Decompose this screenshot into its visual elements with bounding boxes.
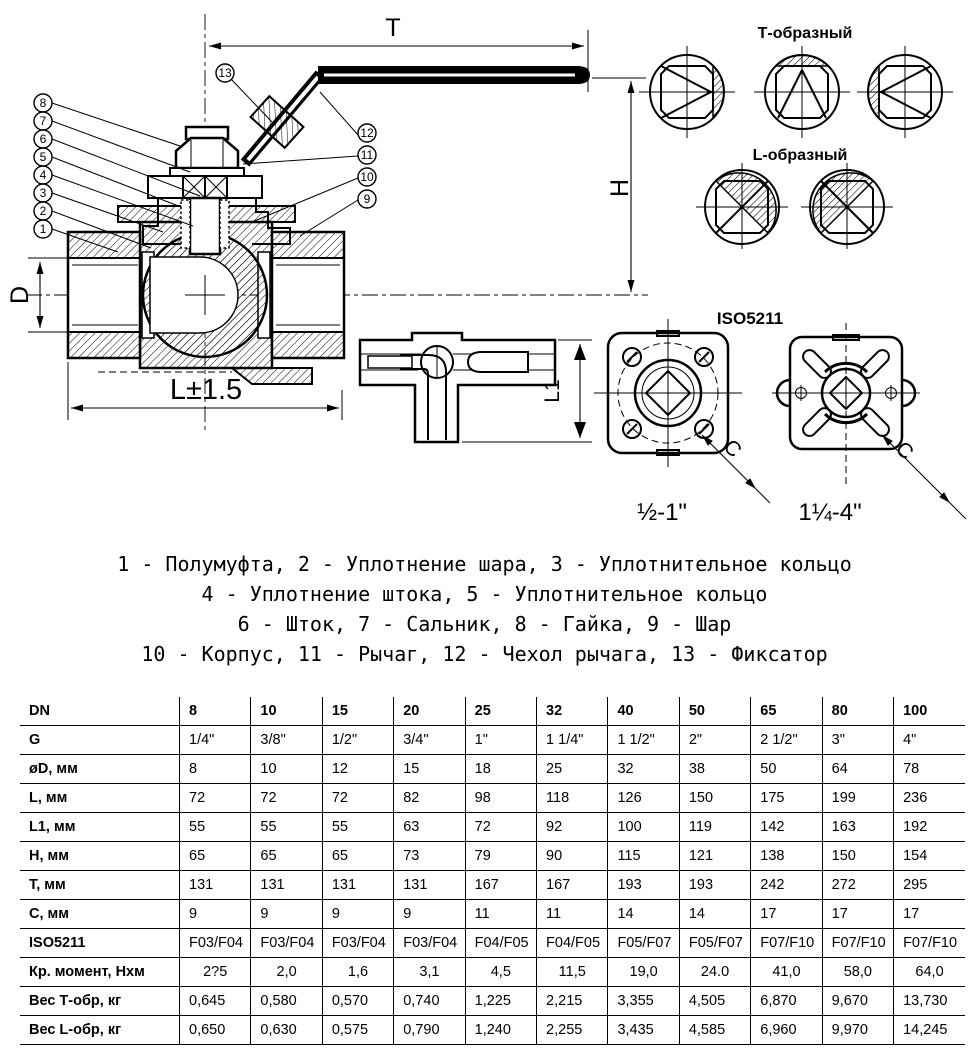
- table-cell: 6,960: [751, 1016, 822, 1045]
- table-row: [20, 900, 965, 929]
- callout-8: [34, 94, 52, 112]
- table-cell: 8: [180, 755, 251, 784]
- table-cell: F04/F05: [465, 929, 536, 958]
- table-cell: 20: [394, 697, 465, 726]
- parts-legend: [0, 549, 969, 669]
- table-cell: 2?5: [180, 958, 251, 987]
- table-cell: 64: [822, 755, 893, 784]
- table-cell: 119: [679, 813, 750, 842]
- legend-line: 6 - Шток, 7 - Сальник, 8 - Гайка, 9 - Шар: [237, 612, 732, 636]
- dim-label-L1: L1: [541, 379, 564, 403]
- table-cell: 4,5: [465, 958, 536, 987]
- table-cell: 1,240: [465, 1016, 536, 1045]
- svg-text:10: 10: [360, 170, 374, 184]
- legend-line: 10 - Корпус, 11 - Рычаг, 12 - Чехол рычага, 13 - Фиксатор: [141, 642, 828, 666]
- iso5211-title: ISO5211: [716, 309, 784, 328]
- table-cell: 3,435: [608, 1016, 679, 1045]
- table-row: [20, 784, 965, 813]
- table-cell: 17: [894, 900, 965, 929]
- table-cell: 25: [465, 697, 536, 726]
- table-cell: 64,0: [894, 958, 965, 987]
- svg-text:9: 9: [363, 192, 371, 206]
- svg-text:12: 12: [360, 126, 374, 140]
- callout-2: [34, 202, 52, 220]
- table-cell: 131: [394, 871, 465, 900]
- dim-label-D: D: [6, 285, 34, 305]
- table-cell: 98: [465, 784, 536, 813]
- table-cell: 1,6: [322, 958, 393, 987]
- table-cell: 18: [465, 755, 536, 784]
- table-cell: 2,0: [251, 958, 322, 987]
- t-port-pattern-2: [754, 46, 850, 138]
- table-cell: 72: [465, 813, 536, 842]
- table-cell: 2,255: [537, 1016, 608, 1045]
- table-cell: 11,5: [537, 958, 608, 987]
- table-row: [20, 987, 965, 1016]
- svg-text:3: 3: [39, 186, 47, 200]
- table-cell: 65: [251, 842, 322, 871]
- table-cell: 63: [394, 813, 465, 842]
- table-cell: 38: [679, 755, 750, 784]
- callout-7: [34, 112, 52, 130]
- stem-nut: [176, 138, 238, 168]
- svg-text:4: 4: [39, 168, 47, 182]
- table-cell: 14: [608, 900, 679, 929]
- table-cell: 272: [822, 871, 893, 900]
- l-port-pattern-1: [696, 163, 788, 249]
- table-cell: 4,505: [679, 987, 750, 1016]
- dim-label-L: L±1.5: [169, 374, 243, 406]
- table-cell: 9,670: [822, 987, 893, 1016]
- table-cell: 13,730: [894, 987, 965, 1016]
- table-cell: 193: [679, 871, 750, 900]
- table-cell: 72: [251, 784, 322, 813]
- table-cell: 1/4": [180, 726, 251, 755]
- table-row: [20, 1016, 965, 1045]
- table-cell: 50: [679, 697, 750, 726]
- table-cell: F04/F05: [537, 929, 608, 958]
- svg-text:11: 11: [360, 148, 374, 162]
- row-label: L1, мм: [20, 813, 180, 842]
- dim-label-T: T: [385, 14, 401, 42]
- table-cell: 10: [251, 697, 322, 726]
- svg-text:7: 7: [39, 114, 47, 128]
- table-cell: 118: [537, 784, 608, 813]
- table-cell: 14: [679, 900, 750, 929]
- callout-11: [358, 146, 376, 164]
- table-row: [20, 726, 965, 755]
- table-cell: 0,645: [180, 987, 251, 1016]
- table-cell: F05/F07: [608, 929, 679, 958]
- table-cell: 65: [322, 842, 393, 871]
- table-cell: 150: [679, 784, 750, 813]
- callout-9: [358, 190, 376, 208]
- port-pattern-diagrams: [635, 10, 969, 250]
- table-cell: F07/F10: [751, 929, 822, 958]
- table-cell: 9: [322, 900, 393, 929]
- table-cell: 1,225: [465, 987, 536, 1016]
- table-cell: 167: [537, 871, 608, 900]
- table-cell: 72: [180, 784, 251, 813]
- table-cell: 1": [465, 726, 536, 755]
- table-row: [20, 697, 965, 726]
- table-row: [20, 755, 965, 784]
- table-cell: 90: [537, 842, 608, 871]
- table-cell: 1 1/4": [537, 726, 608, 755]
- row-label: Вес Т-обр, кг: [20, 987, 180, 1016]
- callout-10: [358, 168, 376, 186]
- callout-1: [34, 220, 52, 238]
- table-cell: 4,585: [679, 1016, 750, 1045]
- table-cell: 0,650: [180, 1016, 251, 1045]
- table-cell: 126: [608, 784, 679, 813]
- t-pattern-title: Т-образный: [757, 25, 853, 42]
- table-cell: 192: [894, 813, 965, 842]
- row-label: Кр. момент, Нхм: [20, 958, 180, 987]
- table-cell: 10: [251, 755, 322, 784]
- table-cell: 40: [608, 697, 679, 726]
- table-cell: 2": [679, 726, 750, 755]
- table-cell: 19,0: [608, 958, 679, 987]
- left-coupling: [68, 232, 140, 358]
- table-cell: 82: [394, 784, 465, 813]
- dim-label-H: H: [606, 178, 634, 198]
- table-cell: 236: [894, 784, 965, 813]
- table-cell: 73: [394, 842, 465, 871]
- callout-5: [34, 148, 52, 166]
- dim-label-C-large: C: [890, 437, 918, 465]
- table-row: [20, 842, 965, 871]
- table-cell: 3/8": [251, 726, 322, 755]
- row-label: T, мм: [20, 871, 180, 900]
- legend-line: 1 - Полумуфта, 2 - Уплотнение шара, 3 - Уплотнительное кольцо: [117, 552, 852, 576]
- dimensions-table: [20, 697, 965, 1045]
- row-label: ISO5211: [20, 929, 180, 958]
- legend-line: 4 - Уплотнение штока, 5 - Уплотнительное кольцо: [201, 582, 768, 606]
- l-pattern-title: L-образный: [752, 147, 848, 164]
- table-cell: 167: [465, 871, 536, 900]
- table-cell: F03/F04: [180, 929, 251, 958]
- svg-text:2: 2: [39, 204, 47, 218]
- table-cell: 3/4": [394, 726, 465, 755]
- row-label: øD, мм: [20, 755, 180, 784]
- callout-13: [216, 64, 234, 82]
- table-cell: 121: [679, 842, 750, 871]
- table-row: [20, 871, 965, 900]
- table-cell: 3,1: [394, 958, 465, 987]
- svg-text:6: 6: [39, 132, 47, 146]
- svg-text:5: 5: [39, 150, 47, 164]
- table-cell: 142: [751, 813, 822, 842]
- row-label: H, мм: [20, 842, 180, 871]
- table-cell: 25: [537, 755, 608, 784]
- table-cell: 11: [537, 900, 608, 929]
- table-cell: 17: [822, 900, 893, 929]
- packing: [183, 176, 227, 198]
- table-cell: 58,0: [822, 958, 893, 987]
- table-cell: 3": [822, 726, 893, 755]
- table-cell: F05/F07: [679, 929, 750, 958]
- svg-text:8: 8: [39, 96, 47, 110]
- table-cell: 6,870: [751, 987, 822, 1016]
- table-cell: 79: [465, 842, 536, 871]
- table-cell: 41,0: [751, 958, 822, 987]
- svg-text:1: 1: [39, 222, 47, 236]
- table-cell: 92: [537, 813, 608, 842]
- table-cell: 9: [251, 900, 322, 929]
- table-cell: 8: [180, 697, 251, 726]
- table-cell: 131: [180, 871, 251, 900]
- row-label: G: [20, 726, 180, 755]
- iso-flange-large: [772, 323, 966, 519]
- table-cell: 1/2": [322, 726, 393, 755]
- table-cell: 9,970: [822, 1016, 893, 1045]
- table-cell: 55: [251, 813, 322, 842]
- table-cell: F07/F10: [894, 929, 965, 958]
- valve-section-drawing: [0, 0, 660, 540]
- table-cell: 150: [822, 842, 893, 871]
- port-section-drawing: [360, 333, 592, 442]
- row-label: DN: [20, 697, 180, 726]
- dim-label-C-small: C: [718, 435, 746, 463]
- iso-range-large: 1¼-4": [798, 499, 862, 526]
- table-cell: 295: [894, 871, 965, 900]
- handle-lever: [245, 66, 590, 163]
- table-cell: 115: [608, 842, 679, 871]
- table-cell: 15: [322, 697, 393, 726]
- stem: [190, 198, 220, 254]
- table-cell: 9: [394, 900, 465, 929]
- table-row: [20, 813, 965, 842]
- table-cell: 9: [180, 900, 251, 929]
- right-coupling: [272, 232, 344, 358]
- table-cell: 17: [751, 900, 822, 929]
- iso-range-small: ½-1": [637, 499, 687, 526]
- table-cell: 12: [322, 755, 393, 784]
- table-cell: 4": [894, 726, 965, 755]
- iso5211-drawings: [590, 298, 969, 538]
- row-label: C, мм: [20, 900, 180, 929]
- dimensions-table-body: [20, 697, 965, 1045]
- callout-12: [358, 124, 376, 142]
- table-row: [20, 958, 965, 987]
- table-cell: 65: [180, 842, 251, 871]
- table-cell: 72: [322, 784, 393, 813]
- table-cell: 55: [322, 813, 393, 842]
- table-cell: 32: [537, 697, 608, 726]
- table-cell: 100: [608, 813, 679, 842]
- table-row: [20, 929, 965, 958]
- table-cell: 0,790: [394, 1016, 465, 1045]
- svg-text:13: 13: [218, 66, 232, 80]
- l-port-pattern-2: [801, 163, 893, 249]
- table-cell: 199: [822, 784, 893, 813]
- table-cell: 50: [751, 755, 822, 784]
- row-label: Вес L-обр, кг: [20, 1016, 180, 1045]
- callout-4: [34, 166, 52, 184]
- table-cell: 0,580: [251, 987, 322, 1016]
- table-cell: 15: [394, 755, 465, 784]
- table-cell: F03/F04: [322, 929, 393, 958]
- table-cell: 80: [822, 697, 893, 726]
- table-cell: F03/F04: [251, 929, 322, 958]
- table-cell: 0,570: [322, 987, 393, 1016]
- table-cell: 3,355: [608, 987, 679, 1016]
- bottom-port-flange: [232, 368, 312, 384]
- table-cell: 175: [751, 784, 822, 813]
- t-port-pattern-3: [857, 46, 953, 138]
- table-cell: 0,575: [322, 1016, 393, 1045]
- table-cell: 154: [894, 842, 965, 871]
- table-cell: 131: [322, 871, 393, 900]
- table-cell: 2,215: [537, 987, 608, 1016]
- t-port-pattern-1: [639, 46, 735, 138]
- table-cell: 0,740: [394, 987, 465, 1016]
- table-cell: 131: [251, 871, 322, 900]
- table-cell: F07/F10: [822, 929, 893, 958]
- table-cell: 55: [180, 813, 251, 842]
- table-cell: 193: [608, 871, 679, 900]
- table-cell: 138: [751, 842, 822, 871]
- table-cell: 11: [465, 900, 536, 929]
- table-cell: 32: [608, 755, 679, 784]
- table-cell: 2 1/2": [751, 726, 822, 755]
- table-cell: 1 1/2": [608, 726, 679, 755]
- row-label: L, мм: [20, 784, 180, 813]
- table-cell: 14,245: [894, 1016, 965, 1045]
- callout-3: [34, 184, 52, 202]
- table-cell: 163: [822, 813, 893, 842]
- table-cell: 78: [894, 755, 965, 784]
- iso-flange-small: [594, 319, 770, 503]
- table-cell: 65: [751, 697, 822, 726]
- table-cell: 100: [894, 697, 965, 726]
- table-cell: 24.0: [679, 958, 750, 987]
- table-cell: F03/F04: [394, 929, 465, 958]
- callout-6: [34, 130, 52, 148]
- table-cell: 242: [751, 871, 822, 900]
- table-cell: 0,630: [251, 1016, 322, 1045]
